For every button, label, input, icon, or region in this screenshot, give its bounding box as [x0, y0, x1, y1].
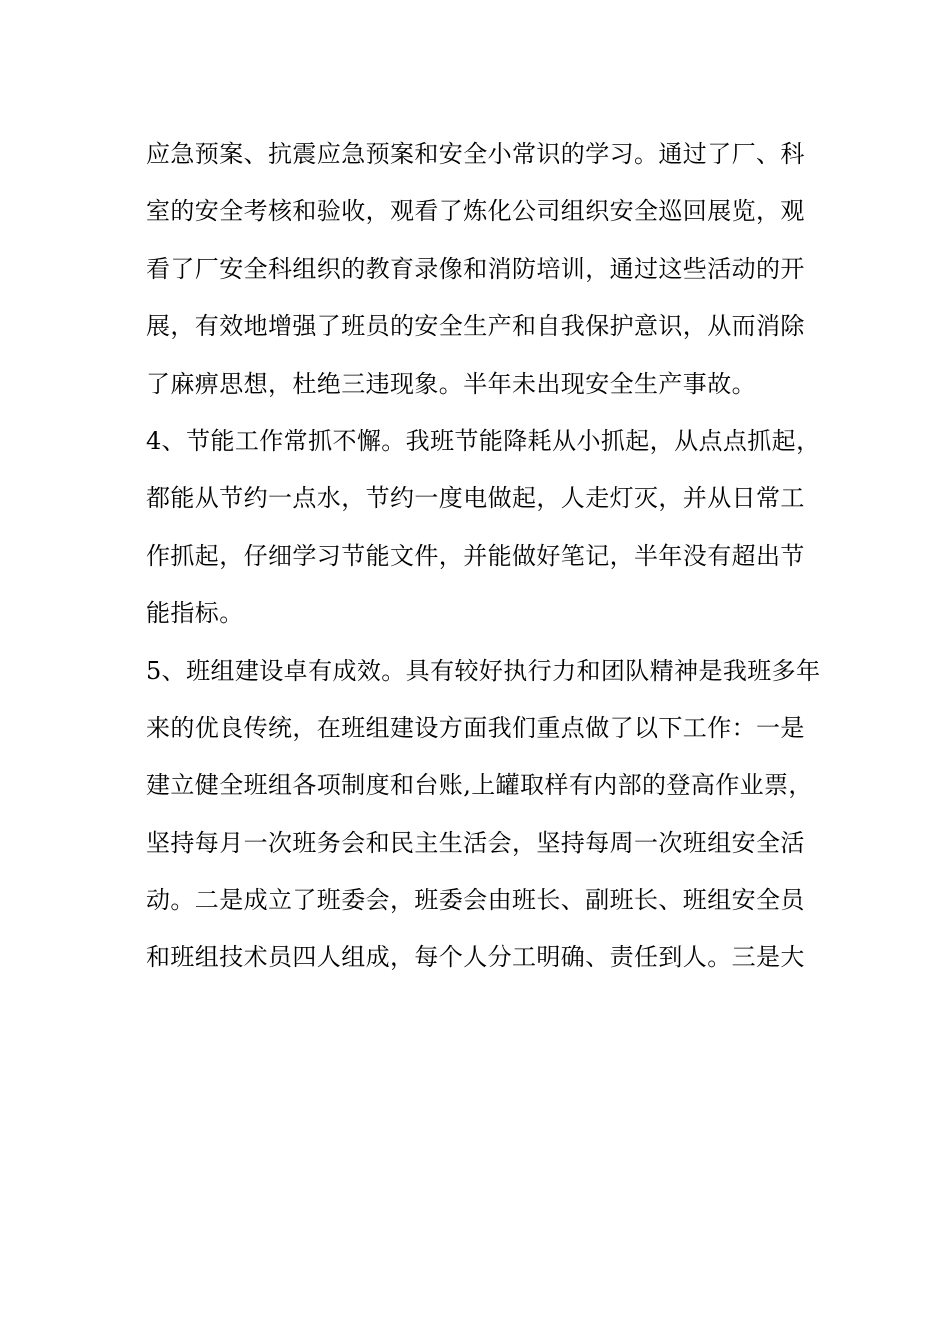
- text-line: 动。二是成立了班委会，班委会由班长、副班长、班组安全员: [146, 886, 805, 915]
- text-line: 坚持每月一次班务会和民主生活会，坚持每周一次班组安全活: [146, 828, 805, 857]
- text-line: 建立健全班组各项制度和台账,上罐取样有内部的登高作业票，: [146, 771, 813, 800]
- text-line: 4、节能工作常抓不懈。我班节能降耗从小抓起，从点点抓起，: [146, 426, 821, 455]
- text-line: 应急预案、抗震应急预案和安全小常识的学习。通过了厂、科: [146, 140, 805, 168]
- text-line: 5、班组建设卓有成效。具有较好执行力和团队精神是我班多年: [146, 656, 821, 685]
- text-line: 能指标。: [146, 599, 244, 628]
- text-line: 作抓起，仔细学习节能文件，并能做好笔记，半年没有超出节: [146, 541, 805, 570]
- text-line: 展，有效地增强了班员的安全生产和自我保护意识，从而消除: [146, 312, 805, 341]
- text-line: 都能从节约一点水，节约一度电做起，人走灯灭，并从日常工: [146, 484, 805, 513]
- text-line: 看了厂安全科组织的教育录像和消防培训，通过这些活动的开: [146, 254, 805, 283]
- text-line: 室的安全考核和验收，观看了炼化公司组织安全巡回展览，观: [146, 197, 805, 226]
- text-line: 了麻痹思想，杜绝三违现象。半年未出现安全生产事故。: [146, 369, 756, 398]
- text-line: 来的优良传统，在班组建设方面我们重点做了以下工作：一是: [146, 713, 805, 742]
- text-line: 和班组技术员四人组成，每个人分工明确、责任到人。三是大: [146, 943, 805, 972]
- document-body: [146, 132, 826, 993]
